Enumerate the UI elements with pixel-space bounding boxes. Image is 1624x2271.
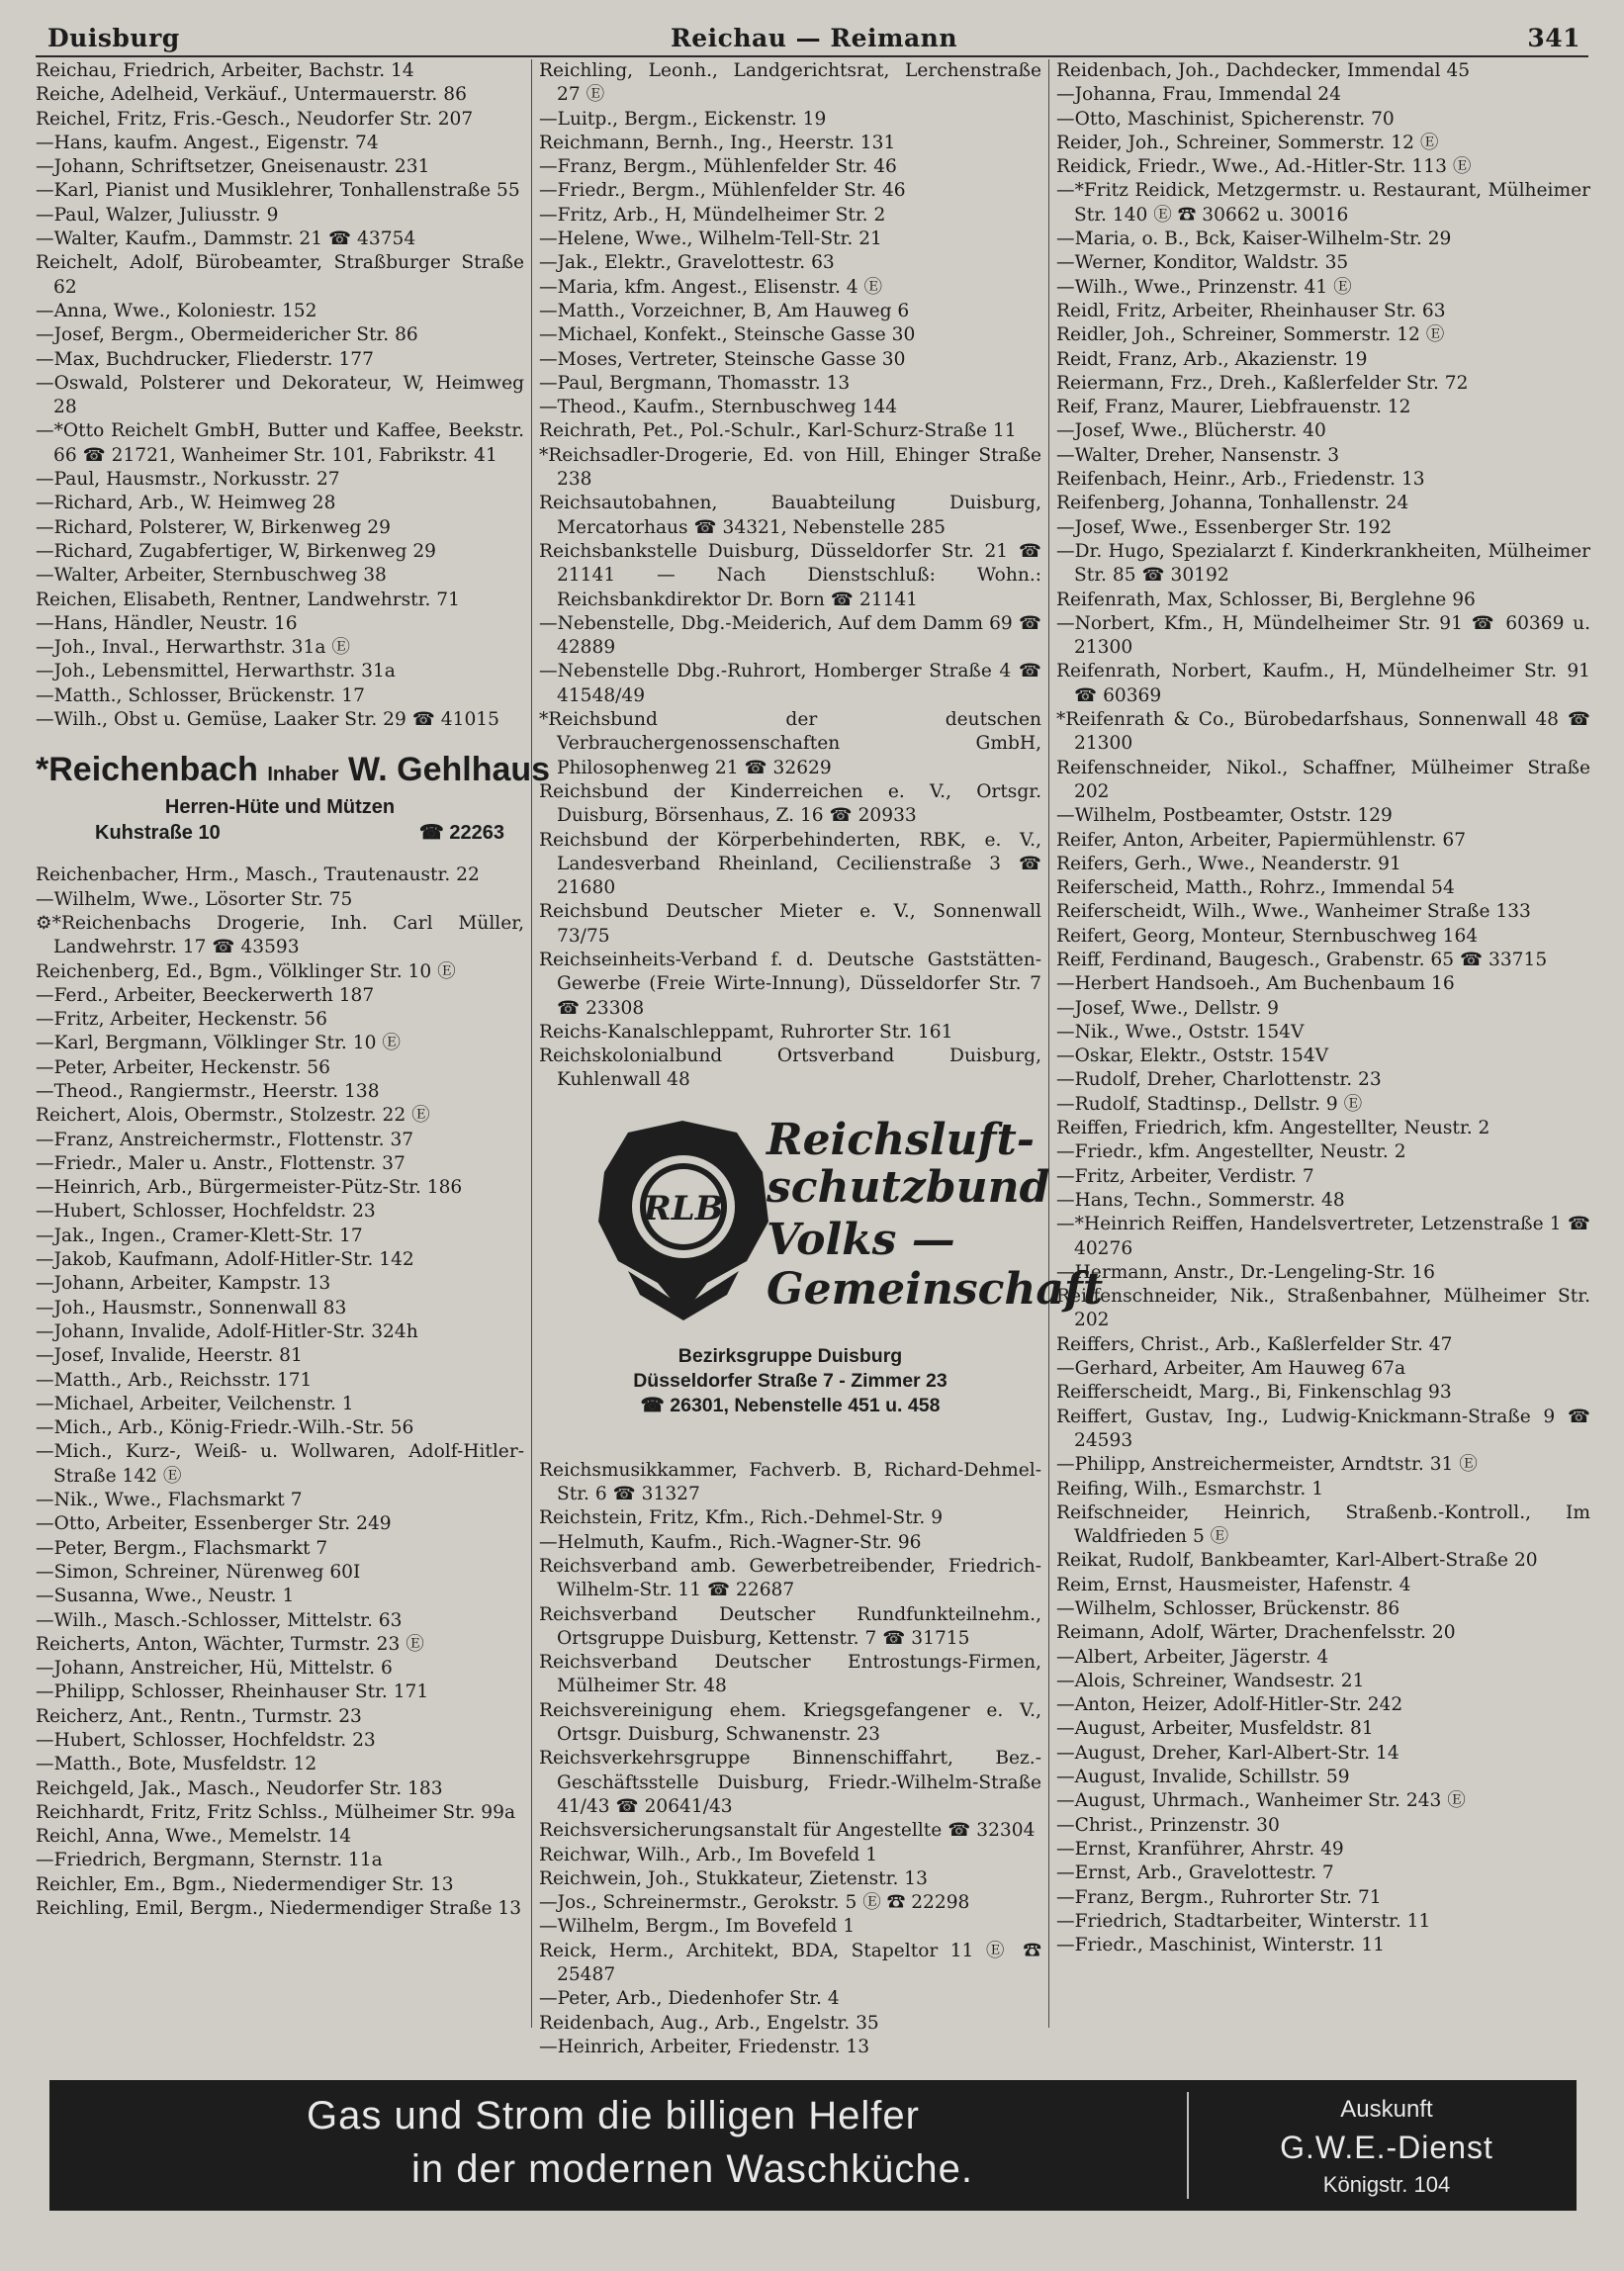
directory-entry: —Joh., Inval., Herwarthstr. 31a Ⓔ [36,637,350,659]
directory-entry: —Oskar, Elektr., Oststr. 154V [1056,1045,1329,1067]
banner-info-service: G.W.E.-Dienst [1280,2130,1493,2165]
rlb-ad-subtitle-line: Volks — [767,1214,955,1265]
directory-entry: Reifenbach, Heinr., Arb., Friedenstr. 13 [1056,469,1425,491]
directory-entry: —Oswald, Polsterer und Dekorateur, W, Heimweg 28 [36,372,524,418]
directory-entry: —Johann, Anstreicher, Hü, Mittelstr. 6 [36,1658,393,1680]
banner-info [1197,2080,1577,2211]
directory-entry: Reicherts, Anton, Wächter, Turmstr. 23 Ⓔ [36,1633,424,1655]
banner-info-address: Königstr. 104 [1322,2172,1451,2197]
directory-entry: —August, Dreher, Karl-Albert-Str. 14 [1056,1742,1399,1764]
gas-strom-banner [49,2080,1577,2211]
directory-entry: Reimann, Adolf, Wärter, Drachenfelsstr. 20 [1056,1622,1456,1644]
directory-entry: —August, Arbeiter, Musfeldstr. 81 [1056,1718,1374,1740]
directory-entry: —August, Uhrmach., Wanheimer Str. 243 Ⓔ [1056,1790,1466,1812]
directory-entry: —Friedr., kfm. Angestellter, Neustr. 2 [1056,1141,1406,1163]
directory-entry: Reichsverband Deutscher Rundfunkteilnehm., Ortsgruppe Duisburg, Kettenstr. 7 ☎ 31715 [539,1603,1041,1649]
directory-entry: —Jak., Elektr., Gravelottestr. 63 [539,252,835,274]
directory-entry: Reidt, Franz, Arb., Akazienstr. 19 [1056,348,1368,370]
directory-entry: Reiffen, Friedrich, kfm. Angestellter, Neustr. 2 [1056,1118,1490,1139]
directory-entry: —Wilh., Wwe., Prinzenstr. 41 Ⓔ [1056,276,1352,298]
directory-entry: —August, Invalide, Schillstr. 59 [1056,1767,1350,1788]
reichenbach-ad-headline [36,750,551,794]
directory-entry: —Hans, Händler, Neustr. 16 [36,612,298,634]
rlb-emblem-icon [588,1113,776,1320]
directory-entry: —Anton, Heizer, Adolf-Hitler-Str. 242 [1056,1694,1403,1716]
directory-entry: —*Otto Reichelt GmbH, Butter und Kaffee, Beekstr. 66 ☎ 21721, Wanheimer Str. 101, Fabrikstr. 41 [36,420,524,466]
directory-entry: —Moses, Vertreter, Steinsche Gasse 30 [539,348,906,370]
reichenbach-ad-name: *Reichenbach [36,751,258,789]
directory-entry: —Ernst, Kranführer, Ahrstr. 49 [1056,1838,1344,1860]
page-number: 341 [1527,24,1580,52]
directory-entry: —Philipp, Schlosser, Rheinhauser Str. 171 [36,1681,429,1703]
directory-entry: Reiche, Adelheid, Verkäuf., Untermauerstr. 86 [36,84,467,106]
directory-entry: —Walter, Dreher, Nansenstr. 3 [1056,444,1340,466]
banner-info-label: Auskunft [1340,2096,1433,2123]
directory-entry: —Fritz, Arb., H, Mündelheimer Str. 2 [539,204,886,226]
directory-entry: Reichseinheits-Verband f. d. Deutsche Gaststätten-Gewerbe (Freie Wirte-Innung), Düsseldorfer Str. 7 ☎ 23308 [539,949,1041,1019]
directory-entry: —Richard, Zugabfertiger, W, Birkenweg 29 [36,540,436,562]
directory-entry: —Wilhelm, Wwe., Lösorter Str. 75 [36,888,353,910]
directory-entry: Reichsverband Deutscher Entrostungs-Firmen, Mülheimer Str. 48 [539,1652,1041,1697]
directory-entry: —Hermann, Anstr., Dr.-Lengeling-Str. 16 [1056,1261,1435,1283]
directory-entry: Reifenrath, Norbert, Kaufm., H, Mündelheimer Str. 91 ☎ 60369 [1056,661,1590,706]
directory-entry: Reim, Ernst, Hausmeister, Hafenstr. 4 [1056,1574,1411,1595]
directory-entry: Reifenschneider, Nikol., Schaffner, Mülheimer Straße 202 [1056,757,1590,802]
directory-entry: —Josef, Wwe., Essenberger Str. 192 [1056,516,1393,538]
directory-entry: —Joh., Lebensmittel, Herwarthstr. 31a [36,661,396,682]
directory-entry: —Wilh., Obst u. Gemüse, Laaker Str. 29 ☎ 41015 [36,709,499,731]
directory-entry: *Reifenrath & Co., Bürobedarfshaus, Sonnenwall 48 ☎ 21300 [1056,709,1590,755]
page-header [47,18,1580,57]
directory-entry: —Susanna, Wwe., Neustr. 1 [36,1586,295,1607]
directory-entry: Reichsmusikkammer, Fachverb. B, Richard-Dehmel-Str. 6 ☎ 31327 [539,1459,1041,1505]
directory-entry: —Otto, Maschinist, Spicherenstr. 70 [1056,108,1395,130]
directory-entry: Reichhardt, Fritz, Fritz Schlss., Mülheimer Str. 99a [36,1801,516,1823]
header-name-range: Reichau — Reimann [670,24,958,52]
directory-entry: —Josef, Wwe., Blücherstr. 40 [1056,420,1326,442]
directory-entry: —Luitp., Bergm., Eickenstr. 19 [539,108,827,130]
directory-entry: Reichert, Alois, Obermstr., Stolzestr. 22 Ⓔ [36,1105,430,1127]
directory-entry: Reif, Franz, Maurer, Liebfrauenstr. 12 [1056,397,1411,418]
directory-entry: —Theod., Rangiermstr., Heerstr. 138 [36,1080,380,1102]
directory-entry: Reifing, Wilh., Esmarchstr. 1 [1056,1478,1324,1499]
directory-entry: —Herbert Handsoeh., Am Buchenbaum 16 [1056,973,1455,995]
reichenbach-ad-owner: W. Gehlhaus [348,751,551,789]
directory-entry: —Walter, Kaufm., Dammstr. 21 ☎ 43754 [36,228,416,250]
directory-entry: —Jak., Ingen., Cramer-Klett-Str. 17 [36,1225,363,1246]
directory-entry: —Jakob, Kaufmann, Adolf-Hitler-Str. 142 [36,1249,414,1271]
column-2-entries-bottom [539,1459,1041,2059]
directory-entry: —Friedrich, Stadtarbeiter, Winterstr. 11 [1056,1910,1431,1932]
directory-entry: —Maria, o. B., Bck, Kaiser-Wilhelm-Str. 29 [1056,228,1452,250]
directory-entry: —Nebenstelle, Dbg.-Meiderich, Auf dem Damm 69 ☎ 42889 [539,612,1041,659]
directory-entry: Reichsbund Deutscher Mieter e. V., Sonnenwall 73/75 [539,901,1041,947]
directory-entry: *Reichsadler-Drogerie, Ed. von Hill, Ehinger Straße 238 [539,444,1041,491]
directory-entry: —Nik., Wwe., Flachsmarkt 7 [36,1490,303,1511]
directory-entry: Reick, Herm., Architekt, BDA, Stapeltor 11 Ⓔ ☎ 25487 [539,1940,1041,1985]
directory-entry: Reidenbach, Aug., Arb., Engelstr. 35 [539,2012,879,2034]
directory-entry: —Josef, Wwe., Dellstr. 9 [1056,997,1279,1019]
directory-entry: —Hubert, Schlosser, Hochfeldstr. 23 [36,1730,376,1751]
column-1-entries-bottom [36,863,524,1921]
reichenbach-ad-owner-label: Inhaber [267,764,339,786]
directory-entry: Reiferscheid, Matth., Rohrz., Immendal 54 [1056,877,1455,899]
directory-entry: —Mich., Arb., König-Friedr.-Wilh.-Str. 56 [36,1417,414,1439]
rlb-ad-address [539,1344,1041,1418]
directory-entry: —*Heinrich Reiffen, Handelsvertreter, Letzenstraße 1 ☎ 40276 [1056,1214,1590,1259]
directory-entry: Reichstein, Fritz, Kfm., Rich.-Dehmel-Str. 9 [539,1507,944,1529]
directory-entry: Reichsverband amb. Gewerbetreibender, Friedrich-Wilhelm-Str. 11 ☎ 22687 [539,1555,1041,1601]
rlb-ad-address-line: Düsseldorfer Straße 7 - Zimmer 23 [633,1369,947,1392]
directory-entry: —Peter, Arb., Diedenhofer Str. 4 [539,1988,840,2010]
directory-entry: Reifers, Gerh., Wwe., Neanderstr. 91 [1056,853,1401,874]
directory-entry: Reiffers, Christ., Arb., Kaßlerfelder Str. 47 [1056,1333,1453,1355]
directory-entry: Reidenbach, Joh., Dachdecker, Immendal 45 [1056,60,1471,81]
directory-entry: Reichel, Fritz, Fris.-Gesch., Neudorfer Str. 207 [36,108,474,130]
directory-entry: *Reichsbund der deutschen Verbrauchergenossenschaften GmbH, Philosophenweg 21 ☎ 32629 [539,709,1041,778]
directory-entry: Reidler, Joh., Schreiner, Sommerstr. 12 Ⓔ [1056,324,1445,346]
directory-entry: —Jos., Schreinermstr., Gerokstr. 5 Ⓔ ☎ 22298 [539,1892,970,1914]
directory-entry: Reichsbund der Körperbehinderten, RBK, e. V., Landesverband Rheinland, Cecilienstraße 3 ☎ 21680 [539,829,1041,899]
directory-entry: —Heinrich, Arbeiter, Friedenstr. 13 [539,2036,870,2057]
directory-entry: —Matth., Arb., Reichsstr. 171 [36,1369,313,1391]
directory-entry: —Alois, Schreiner, Wandsestr. 21 [1056,1670,1365,1691]
directory-entry: —Josef, Invalide, Heerstr. 81 [36,1345,303,1367]
directory-entry: Reichenbacher, Hrm., Masch., Trautenaustr. 22 [36,864,480,886]
directory-entry: —Johanna, Frau, Immendal 24 [1056,84,1341,106]
directory-entry: —Peter, Arbeiter, Heckenstr. 56 [36,1056,330,1078]
directory-entry: Reiffert, Gustav, Ing., Ludwig-Knickmann-Straße 9 ☎ 24593 [1056,1406,1590,1451]
directory-entry: Reichau, Friedrich, Arbeiter, Bachstr. 14 [36,60,414,81]
reichenbach-ad [36,750,551,846]
directory-entry: —Philipp, Anstreichermeister, Arndtstr. 31 Ⓔ [1056,1454,1478,1476]
directory-entry: —Franz, Bergm., Mühlenfelder Str. 46 [539,156,897,178]
directory-entry: —Franz, Bergm., Ruhrorter Str. 71 [1056,1886,1382,1908]
directory-entry: Reiferscheidt, Wilh., Wwe., Wanheimer Straße 133 [1056,901,1531,923]
directory-entry: Reidick, Friedr., Wwe., Ad.-Hitler-Str. 113 Ⓔ [1056,156,1472,178]
directory-entry: —Friedr., Maler u. Anstr., Flottenstr. 37 [36,1152,406,1174]
column-1 [36,59,551,2077]
directory-entry: Reichling, Emil, Bergm., Niedermendiger Straße 13 [36,1898,522,1920]
reichenbach-ad-products: Herren-Hüte und Mützen [164,796,396,819]
directory-entry: —Karl, Pianist und Musiklehrer, Tonhallenstraße 55 [36,180,520,202]
directory-entry: Reifschneider, Heinrich, Straßenb.-Kontroll., Im Waldfrieden 5 Ⓔ [1056,1501,1590,1548]
directory-entry: Reichmann, Bernh., Ing., Heerstr. 131 [539,132,896,153]
directory-entry: —Friedr., Bergm., Mühlenfelder Str. 46 [539,180,906,202]
directory-entry: —Matth., Bote, Musfeldstr. 12 [36,1754,317,1775]
directory-entry: —Rudolf, Stadtinsp., Dellstr. 9 Ⓔ [1056,1093,1363,1115]
directory-entry: —Matth., Vorzeichner, B, Am Hauweg 6 [539,300,910,321]
banner-slogan-line-1: Gas und Strom die billigen Helfer [307,2094,920,2137]
rlb-ad-address-line: ☎ 26301, Nebenstelle 451 u. 458 [640,1394,941,1416]
directory-entry: Reiermann, Frz., Dreh., Kaßlerfelder Str. 72 [1056,372,1469,394]
directory-entry: Reichling, Leonh., Landgerichtsrat, Lerchenstraße 27 Ⓔ [539,60,1041,106]
directory-entry: —Joh., Hausmstr., Sonnenwall 83 [36,1297,347,1318]
directory-entry: —Albert, Arbeiter, Jägerstr. 4 [1056,1646,1329,1668]
rlb-ad-title [767,1114,1050,1213]
column-3-entries [1056,59,1590,1957]
directory-entry: —Josef, Bergm., Obermeidericher Str. 86 [36,324,418,346]
rlb-ad-subtitle-line: Gemeinschaft [767,1263,1104,1315]
reichenbach-ad-address: Kuhstraße 10 [95,822,221,845]
directory-entry: —Paul, Hausmstr., Norkusstr. 27 [36,469,340,491]
directory-entry: Reidl, Fritz, Arbeiter, Rheinhauser Str. 63 [1056,300,1446,321]
directory-entry: —Paul, Walzer, Juliusstr. 9 [36,204,279,226]
directory-entry: Reicherz, Ant., Rentn., Turmstr. 23 [36,1705,362,1727]
directory-entry: —Otto, Arbeiter, Essenberger Str. 249 [36,1513,392,1535]
directory-entry: Reichenberg, Ed., Bgm., Völklinger Str. 10 Ⓔ [36,960,456,982]
directory-entry: Reichwein, Joh., Stukkateur, Zietenstr. 13 [539,1867,928,1889]
directory-entry: —Wilh., Masch.-Schlosser, Mittelstr. 63 [36,1609,403,1631]
rlb-ad-title-line: schutzbund [767,1161,1050,1213]
reichsluftschutzbund-ad [539,1109,1104,1445]
directory-entry: —Maria, kfm. Angest., Elisenstr. 4 Ⓔ [539,276,883,298]
directory-entry: —Johann, Arbeiter, Kampstr. 13 [36,1273,331,1295]
directory-entry: —Franz, Anstreichermstr., Flottenstr. 37 [36,1129,414,1150]
directory-entry: —Richard, Arb., W. Heimweg 28 [36,493,336,514]
column-divider [1048,59,1049,2028]
directory-entry: —Matth., Schlosser, Brückenstr. 17 [36,684,365,706]
directory-entry: —Helene, Wwe., Wilhelm-Tell-Str. 21 [539,228,882,250]
directory-entry: Reifenberg, Johanna, Tonhallenstr. 24 [1056,493,1409,514]
directory-entry: Reifert, Georg, Monteur, Sternbuschweg 164 [1056,925,1479,947]
directory-entry: —Karl, Bergmann, Völklinger Str. 10 Ⓔ [36,1033,401,1054]
header-city: Duisburg [47,24,180,52]
directory-entry: Reifenrath, Max, Schlosser, Bi, Berglehne 96 [1056,589,1476,610]
directory-entry: Reichgeld, Jak., Masch., Neudorfer Str. 183 [36,1777,443,1799]
column-1-entries-top [36,59,524,732]
directory-entry: —Christ., Prinzenstr. 30 [1056,1814,1280,1836]
directory-entry: —Gerhard, Arbeiter, Am Hauweg 67a [1056,1358,1406,1380]
directory-entry: Reichsvereinigung ehem. Kriegsgefangener e. V., Ortsgr. Duisburg, Schwanenstr. 23 [539,1699,1041,1746]
directory-entry: ⚙*Reichenbachs Drogerie, Inh. Carl Müller, Landwehrstr. 17 ☎ 43593 [36,912,524,958]
column-2-entries-top [539,59,1041,1093]
directory-entry: —Wilhelm, Schlosser, Brückenstr. 86 [1056,1598,1400,1619]
banner-slogan [49,2080,1177,2211]
header-rule [36,55,1588,57]
directory-entry: —Rudolf, Dreher, Charlottenstr. 23 [1056,1069,1382,1091]
directory-entry: Reichen, Elisabeth, Rentner, Landwehrstr. 71 [36,589,460,610]
directory-entry: —Helmuth, Kaufm., Rich.-Wagner-Str. 96 [539,1531,922,1553]
rlb-emblem-letters: RLB [643,1188,724,1228]
banner-slogan-line-2: in der modernen Waschküche. [410,2147,973,2191]
directory-entry: —Nik., Wwe., Oststr. 154V [1056,1021,1305,1043]
directory-entry: —Hans, Techn., Sommerstr. 48 [1056,1189,1345,1211]
directory-entry: —Mich., Kurz-, Weiß- u. Wollwaren, Adolf-Hitler-Straße 142 Ⓔ [36,1441,524,1487]
directory-entry: —Heinrich, Arb., Bürgermeister-Pütz-Str. 186 [36,1177,463,1199]
directory-entry: Reichsverkehrsgruppe Binnenschiffahrt, Bez.-Geschäftsstelle Duisburg, Friedr.-Wilhelm-Straße 41/43 ☎ 20641/43 [539,1748,1041,1817]
directory-entry: Reichwar, Wilh., Arb., Im Bovefeld 1 [539,1844,878,1865]
directory-entry: —Dr. Hugo, Spezialarzt f. Kinderkrankheiten, Mülheimer Str. 85 ☎ 30192 [1056,540,1590,587]
directory-entry: —Ferd., Arbeiter, Beeckerwerth 187 [36,984,375,1006]
directory-entry: —Walter, Arbeiter, Sternbuschweg 38 [36,565,387,587]
directory-entry: —Peter, Bergm., Flachsmarkt 7 [36,1537,328,1559]
directory-entry: —Wilhelm, Bergm., Im Bovefeld 1 [539,1916,856,1938]
directory-entry: Reichsbankstelle Duisburg, Düsseldorfer Str. 21 ☎ 21141 — Nach Dienstschluß: Wohn.: Reichsbankdirektor Dr. Born ☎ 21141 [539,540,1041,610]
directory-entry: —Max, Buchdrucker, Fliederstr. 177 [36,348,374,370]
directory-entry: Reichskolonialbund Ortsverband Duisburg, Kuhlenwall 48 [539,1045,1041,1091]
rlb-ad-subtitle [767,1216,1103,1315]
directory-entry: Reichelt, Adolf, Bürobeamter, Straßburger Straße 62 [36,252,524,298]
directory-entry: —Anna, Wwe., Koloniestr. 152 [36,300,317,321]
reichenbach-ad-phone: ☎ 22263 [418,822,504,845]
directory-entry: Reichler, Em., Bgm., Niedermendiger Str. 13 [36,1873,454,1895]
rlb-ad-title-line: Reichsluft- [767,1114,1036,1165]
directory-entry: —Hubert, Schlosser, Hochfeldstr. 23 [36,1201,376,1223]
column-divider [531,59,532,2028]
directory-entry: —Ernst, Arb., Gravelottestr. 7 [1056,1862,1334,1884]
directory-entry: Reichsversicherungsanstalt für Angestellte ☎ 32304 [539,1820,1036,1842]
directory-entry: Reikat, Rudolf, Bankbeamter, Karl-Albert-Straße 20 [1056,1550,1538,1572]
directory-entry: Reichrath, Pet., Pol.-Schulr., Karl-Schurz-Straße 11 [539,420,1017,442]
rlb-ad-address-line: Bezirksgruppe Duisburg [677,1344,903,1367]
directory-entry: Reifferscheidt, Marg., Bi, Finkenschlag 93 [1056,1382,1452,1404]
directory-entry: —Friedrich, Bergmann, Sternstr. 11a [36,1850,383,1871]
directory-entry: Reichs-Kanalschleppamt, Ruhrorter Str. 161 [539,1021,953,1043]
directory-entry: Reider, Joh., Schreiner, Sommerstr. 12 Ⓔ [1056,132,1439,153]
directory-entry: —*Fritz Reidick, Metzgermstr. u. Restaurant, Mülheimer Str. 140 Ⓔ ☎ 30662 u. 30016 [1056,180,1590,226]
directory-entry: —Wilhelm, Postbeamter, Oststr. 129 [1056,805,1393,827]
directory-entry: —Norbert, Kfm., H, Mündelheimer Str. 91 ☎ 60369 u. 21300 [1056,612,1590,659]
directory-entry: —Paul, Bergmann, Thomasstr. 13 [539,372,851,394]
directory-entry: Reichsautobahnen, Bauabteilung Duisburg, Mercatorhaus ☎ 34321, Nebenstelle 285 [539,493,1041,538]
directory-entry: —Fritz, Arbeiter, Verdistr. 7 [1056,1165,1314,1187]
directory-entry: —Johann, Invalide, Adolf-Hitler-Str. 324h [36,1320,418,1342]
directory-entry: —Werner, Konditor, Waldstr. 35 [1056,252,1349,274]
directory-entry: —Fritz, Arbeiter, Heckenstr. 56 [36,1009,327,1031]
directory-entry: —Nebenstelle Dbg.-Ruhrort, Homberger Straße 4 ☎ 41548/49 [539,661,1041,706]
directory-entry: —Simon, Schreiner, Nürenweg 60I [36,1561,361,1583]
directory-entry: Reichl, Anna, Wwe., Memelstr. 14 [36,1826,352,1848]
directory-entry: Reichsbund der Kinderreichen e. V., Ortsgr. Duisburg, Börsenhaus, Z. 16 ☎ 20933 [539,780,1041,827]
directory-entry: —Michael, Konfekt., Steinsche Gasse 30 [539,324,916,346]
directory-entry: —Theod., Kaufm., Sternbuschweg 144 [539,397,898,418]
directory-entry: Reiff, Ferdinand, Baugesch., Grabenstr. 65 ☎ 33715 [1056,949,1548,970]
column-3 [1056,59,1590,2077]
directory-entry: —Johann, Schriftsetzer, Gneisenaustr. 231 [36,156,430,178]
directory-entry: —Friedr., Maschinist, Winterstr. 11 [1056,1935,1385,1956]
column-2 [539,59,1104,2077]
directory-entry: —Michael, Arbeiter, Veilchenstr. 1 [36,1393,354,1414]
directory-entry: —Hans, kaufm. Angest., Eigenstr. 74 [36,132,379,153]
reichenbach-ad-contact [36,820,524,846]
directory-entry: Reifer, Anton, Arbeiter, Papiermühlenstr. 67 [1056,829,1467,851]
directory-entry: Reiffenschneider, Nik., Straßenbahner, Mülheimer Str. 202 [1056,1286,1590,1331]
banner-divider [1187,2092,1189,2199]
directory-entry: —Richard, Polsterer, W, Birkenweg 29 [36,516,391,538]
